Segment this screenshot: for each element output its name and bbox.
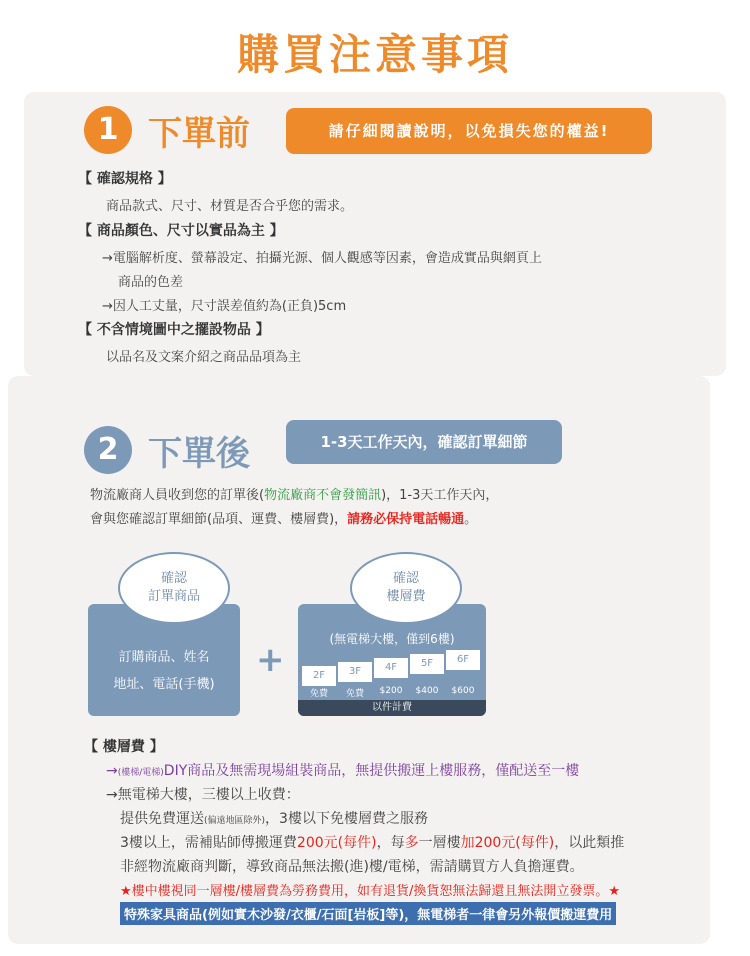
spec-heading: 【 確認規格 】 (78, 171, 172, 187)
step1-banner: 請仔細閱讀說明，以免損失您的權益! (286, 108, 652, 154)
color-text-3: →因人工丈量，尺寸誤差值約為(正負)5cm (102, 299, 347, 314)
page-title: 購買注意事項 (236, 30, 513, 79)
confirm-floor-fee-oval: 確認 樓層費 (350, 552, 462, 624)
fee-6f: $600 (451, 686, 475, 696)
floor-4f: 4F (374, 658, 408, 678)
fee-4f: $200 (379, 686, 403, 696)
plus-sign: + (256, 640, 285, 680)
decor-text: 以品名及文案介紹之商品品項為主 (106, 350, 302, 365)
color-heading: 【 商品顏色、尺寸以實品為主 】 (78, 223, 284, 239)
color-text-1: →電腦解析度、螢幕設定、拍攝光源、個人觀感等因素，會造成實品與網頁上 (102, 251, 542, 266)
color-text-2: 商品的色差 (118, 275, 184, 290)
floor-fee-heading: 【 樓層費 】 (84, 739, 164, 755)
order-info-box: 訂購商品、姓名 地址、電話(手機) (88, 604, 240, 716)
floor-2f: 2F (302, 666, 336, 686)
confirm-order-oval: 確認 訂單商品 (118, 552, 230, 624)
no-elevator-note: (無電梯大樓，僅到6樓) (329, 632, 455, 646)
special-furniture-banner: 特殊家具商品(例如實木沙發/衣櫃/石面[岩板]等)，無電梯者一律會另外報價搬運費用 (120, 902, 616, 925)
floor-fee-warning: ★樓中樓視同一層樓/樓層費為勞務費用，如有退貨/換貨恕無法歸還且無法開立發票。★ (120, 884, 621, 899)
floor-5f: 5F (410, 654, 444, 674)
floor-fee-line-1: →(樓梯/電梯)DIY商品及無需現場組裝商品，無提供搬運上樓服務，僅配送至一樓 (106, 763, 580, 779)
step1-number: 1 (84, 106, 132, 154)
step2-intro-1: 物流廠商人員收到您的訂單後(物流廠商不會發簡訊)，1-3天工作天內， (90, 488, 499, 503)
step2-number: 2 (84, 426, 132, 474)
fee-2f: 免費 (309, 689, 328, 699)
fee-5f: $400 (415, 686, 439, 696)
floor-6f: 6F (446, 650, 480, 670)
fee-3f: 免費 (345, 689, 364, 699)
decor-heading: 【 不含情境圖中之擺設物品 】 (78, 322, 270, 338)
spec-text: 商品款式、尺寸、材質是否合乎您的需求。 (106, 199, 354, 214)
step2-card (8, 376, 710, 944)
step2-intro-2: 會與您確認訂單細節(品項、運費、樓層費)，請務必保持電話暢通。 (90, 512, 478, 527)
no-sms-note: 物流廠商不會發簡訊 (264, 488, 382, 503)
step2-banner: 1-3天工作天內，確認訂單細節 (286, 420, 562, 464)
per-item-footer: 以件計費 (298, 700, 486, 716)
step1-card (24, 92, 726, 376)
floor-fee-line-3: 提供免費運送(偏遠地區除外)，3樓以下免樓層費之服務 (120, 811, 428, 827)
floor-3f: 3F (338, 662, 372, 682)
step1-title: 下單前 (148, 114, 250, 154)
floor-fee-line-2: →無電梯大樓，三樓以上收費： (106, 787, 300, 803)
step2-title: 下單後 (148, 434, 250, 474)
floor-fee-line-4: 3樓以上，需補貼師傅搬運費200元(每件)，每多一層樓加200元(每件)，以此類推 (120, 835, 625, 851)
keep-phone-note: 請務必保持電話暢通 (347, 512, 465, 527)
floor-fee-line-5: 非經物流廠商判斷，導致商品無法搬(進)樓/電梯，需請購買方人負擔運費。 (120, 859, 584, 875)
